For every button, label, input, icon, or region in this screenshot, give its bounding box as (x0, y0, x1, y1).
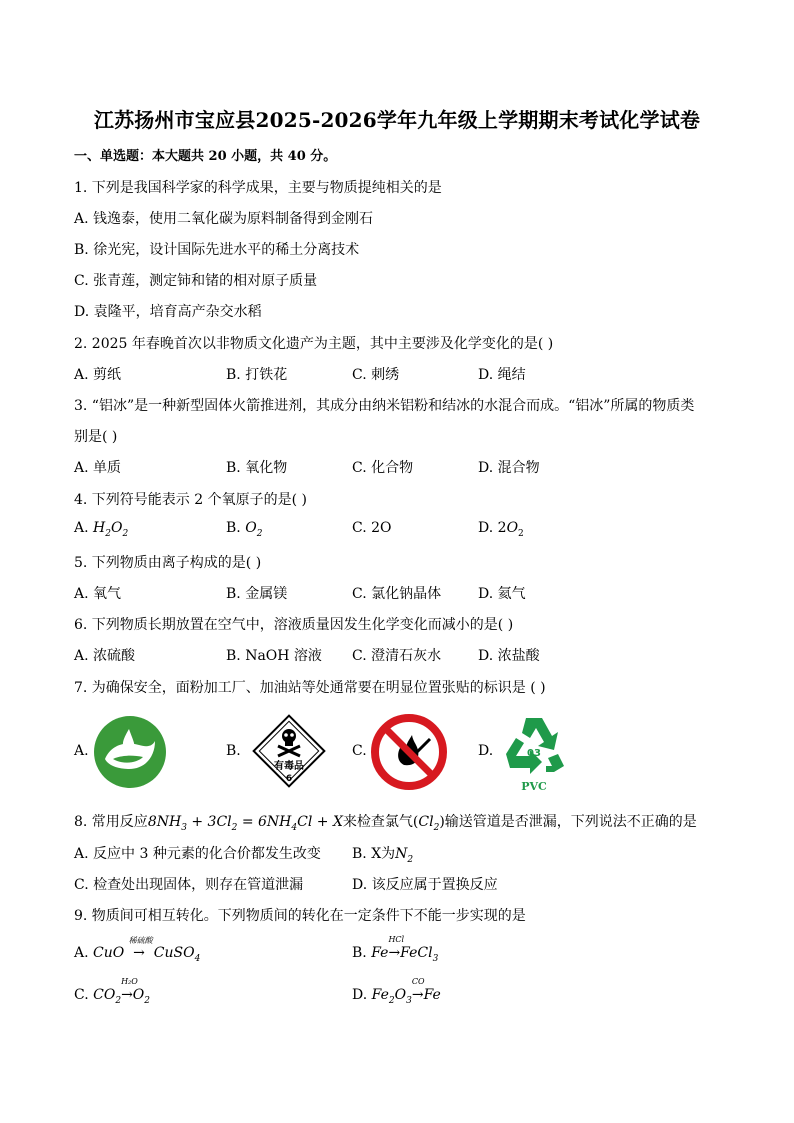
question-4-stem: 4. 下列符号能表示 2 个氧原子的是( ) (74, 492, 307, 508)
question-3-option-a: A. 单质 (74, 460, 122, 476)
question-5-stem: 5. 下列物质由离子构成的是( ) (74, 555, 262, 571)
toxic-class-number: 6 (285, 774, 293, 784)
question-2-option-a: A. 剪纸 (74, 367, 122, 383)
question-3-stem-line2: 别是( ) (74, 429, 118, 445)
question-6-option-a: A. 浓硫酸 (74, 648, 136, 664)
question-8-option-c: C. 检查处出现固体，则存在管道泄漏 (74, 877, 304, 893)
question-8-option-b: B. X为$N_2$ (352, 846, 414, 865)
toxic-hazard-icon (248, 710, 330, 792)
question-3-stem-line1: 3. “铝冰”是一种新型固体火箭推进剂，其成分由纳米铝粉和结冰的水混合而成。“铝冰”所属的物质类 (74, 398, 695, 414)
question-6-option-d: D. 浓盐酸 (478, 648, 540, 664)
page-title: 江苏扬州市宝应县2025-2026学年九年级上学期期末考试化学试卷 (93, 108, 701, 132)
question-8-stem: 8. 常用反应$8NH_3 + 3Cl_2 = 6NH_4Cl + X$来检查氯气$(Cl_2)$输送管道是否泄漏，下列说法不正确的是 (74, 814, 697, 833)
question-8-option-a: A. 反应中 3 种元素的化合价都发生改变 (74, 846, 321, 862)
question-3-option-b: B. 氧化物 (226, 460, 288, 476)
no-fire-icon (370, 713, 448, 791)
question-7-option-b: B. (226, 743, 241, 759)
toxic-label: 有毒品 (274, 761, 304, 772)
question-6-option-c: C. 澄清石灰水 (352, 648, 442, 664)
question-5-option-c: C. 氯化钠晶体 (352, 586, 442, 602)
question-5-option-d: D. 氦气 (478, 586, 526, 602)
question-2-stem: 2. 2025 年春晚首次以非物质文化遗产为主题，其中主要涉及化学变化的是( ) (74, 336, 554, 352)
question-2-option-c: C. 刺绣 (352, 367, 400, 383)
green-food-icon (93, 715, 167, 789)
recycle-code-number: 03 (527, 748, 541, 759)
question-7-option-a: A. (74, 743, 89, 759)
question-3-option-c: C. 化合物 (352, 460, 414, 476)
question-6-option-b: B. NaOH 溶液 (226, 648, 322, 664)
question-2-option-d: D. 绳结 (478, 367, 526, 383)
section-heading: 一、单选题：本大题共 20 小题，共 40 分。 (74, 149, 337, 164)
question-7-option-c: C. (352, 743, 367, 759)
question-4-option-d: D. $2O_2$ (478, 520, 524, 539)
question-9-option-d: D. $Fe_2O_3$ CO →Fe (352, 977, 441, 1006)
recycle-pvc-icon (496, 708, 572, 794)
question-9-option-c: C. $CO_2$ H₂O $\to O_2$ (74, 977, 151, 1006)
question-2-option-b: B. 打铁花 (226, 367, 288, 383)
reaction-equation: $8NH_3 + 3Cl_2 = 6NH_4Cl + X$ (147, 814, 343, 833)
question-7-stem: 7. 为确保安全，面粉加工厂、加油站等处通常要在明显位置张贴的标识是 ( ) (74, 680, 546, 696)
question-1-option-a: A. 钱逸泰，使用二氧化碳为原料制备得到金刚石 (74, 211, 374, 227)
question-9-option-a: A. CuO 稀硫酸 → CuSO$_4$ (74, 936, 201, 964)
question-7-option-d: D. (478, 743, 494, 759)
question-1-option-b: B. 徐光宪，设计国际先进水平的稀土分离技术 (74, 242, 360, 258)
question-1-option-d: D. 袁隆平，培育高产杂交水稻 (74, 304, 262, 320)
question-4-option-b: B. $O_2$ (226, 520, 263, 539)
question-4-option-c: C. 2O (352, 520, 392, 536)
question-5-option-a: A. 氧气 (74, 586, 122, 602)
question-5-option-b: B. 金属镁 (226, 586, 288, 602)
question-3-option-d: D. 混合物 (478, 460, 540, 476)
question-7-sign-options (74, 712, 594, 792)
question-9-option-b: B. Fe HCl →FeCl$_3$ (352, 935, 439, 964)
question-1-stem: 1. 下列是我国科学家的科学成果，主要与物质提纯相关的是 (74, 180, 442, 196)
question-4-option-a: A. $H_2O_2$ (74, 520, 129, 539)
question-6-stem: 6. 下列物质长期放置在空气中，溶液质量因发生化学变化而减小的是( ) (74, 617, 514, 633)
question-1-option-c: C. 张青莲，测定铈和锗的相对原子质量 (74, 273, 318, 289)
recycle-code-label: PVC (521, 780, 547, 793)
question-8-option-d: D. 该反应属于置换反应 (352, 877, 498, 893)
question-9-stem: 9. 物质间可相互转化。下列物质间的转化在一定条件下不能一步实现的是 (74, 908, 526, 924)
